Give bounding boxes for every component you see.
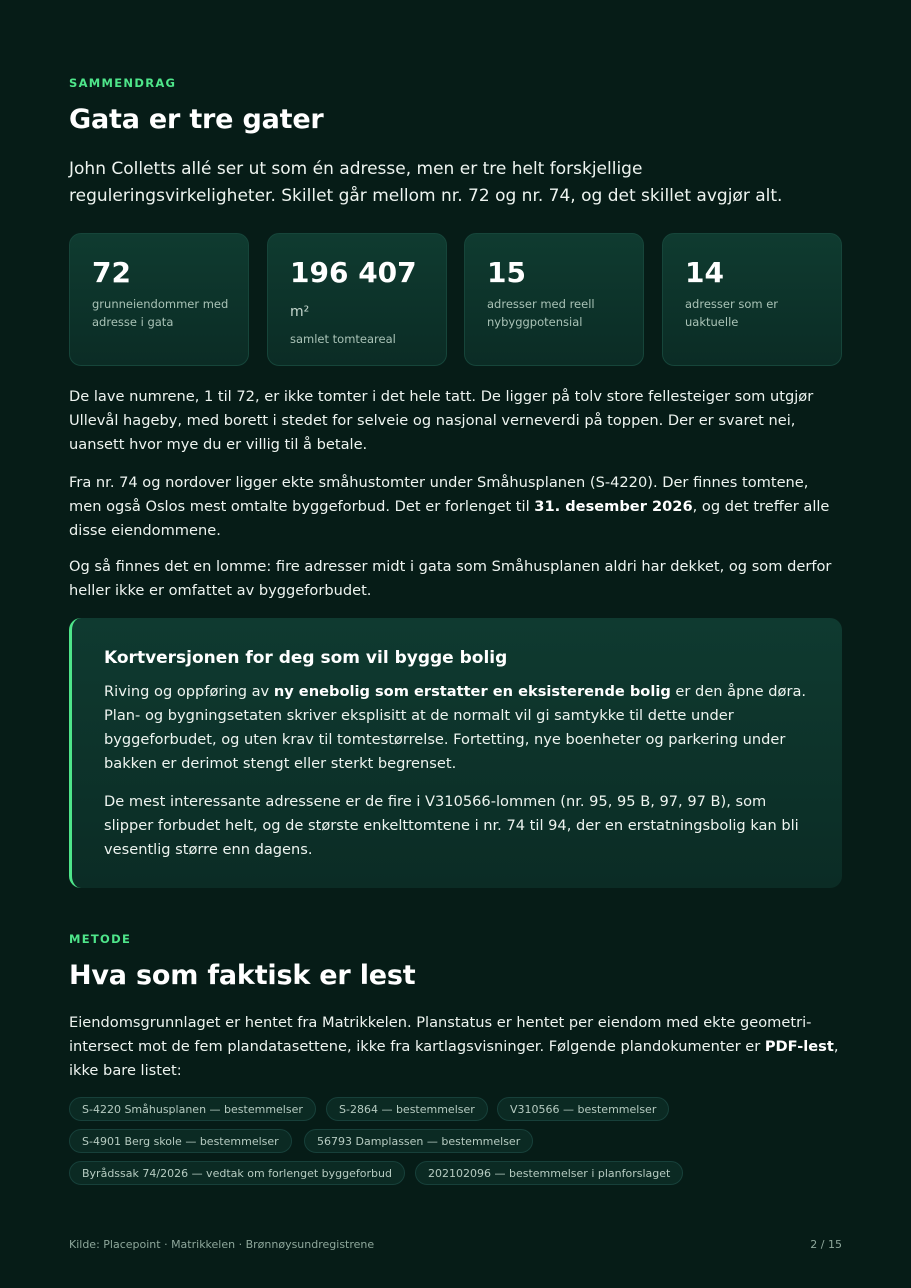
stat-label: adresser med reell nybyggpotensial [487,297,595,329]
stat-unit: m² [290,304,310,320]
summary-eyebrow: SAMMENDRAG [69,76,177,90]
text-span: er den åpne døra. Plan- og bygningsetaten skriver eksplisitt at de normalt vil gi samtykke til dette under byggeforbudet, og uten krav til tomtestørrelse. Fortetting, nye boenheter og parkering under bakken er derimot stengt eller sterkt begrenset. [104,683,807,772]
document-chip: 202102096 — bestemmelser i planforslaget [415,1161,683,1185]
text-span: Riving og oppføring av [104,683,274,700]
callout-paragraph-1 [104,680,819,776]
stat-label: grunneiendommer med adresse i gata [92,297,229,329]
page-number: 2 / 15 [810,1238,842,1251]
paragraph-north [69,471,844,543]
paragraph-low-numbers: De lave numrene, 1 til 72, er ikke tomter i det hele tatt. De ligger på tolv store fellesteiger som utgjør Ullevål hageby, med borett i stedet for selveie og nasjonal verneverdi på toppen. Der er svaret nei, uansett hvor mye du er villig til å betale. [69,388,814,453]
stat-card-properties [69,233,249,366]
callout-box [69,618,842,888]
summary-title: Gata er tre gater [69,104,324,135]
paragraph-pocket: Og så finnes det en lomme: fire adresser midt i gata som Småhusplanen aldri har dekket, og som derfor heller ikke er omfattet av byggeforbudet. [69,558,832,599]
method-eyebrow: METODE [69,932,132,946]
stat-value: 196 407 [290,256,417,289]
document-chip: V310566 — bestemmelser [497,1097,669,1121]
stat-card-area [267,233,447,366]
callout-paragraph-2: De mest interessante adressene er de fire i V310566-lommen (nr. 95, 95 B, 97, 97 B), som slipper forbudet helt, og de største enkelttomtene i nr. 74 til 94, der en erstatningsbolig kan bli vesentlig større enn dagens. [104,793,799,858]
text-span: Eiendomsgrunnlaget er hentet fra Matrikkelen. Planstatus er hentet per eiendom med ekte geometri-intersect mot de fem plandatasettene, ikke fra kartlagsvisninger. Følgende plandokumenter er [69,1014,812,1055]
document-chip: S-2864 — bestemmelser [326,1097,488,1121]
document-chip: Byrådssak 74/2026 — vedtak om forlenget byggeforbud [69,1161,405,1185]
document-chip: S-4220 Småhusplanen — bestemmelser [69,1097,316,1121]
method-emphasis: PDF-lest [764,1038,834,1055]
stat-card-irrelevant [662,233,842,366]
stats-row [69,233,844,368]
text-span: , ikke bare listet: [69,1038,839,1079]
summary-lead: John Colletts allé ser ut som én adresse, men er tre helt forskjellige reguleringsvirkeligheter. Skillet går mellom nr. 72 og nr. 74, og det skillet avgjør alt. [69,159,783,206]
footer-source: Kilde: Placepoint · Matrikkelen · Brønnøysundregistrene [69,1238,375,1251]
document-chip: 56793 Damplassen — bestemmelser [304,1129,533,1153]
stat-label: adresser som er uaktuelle [685,297,779,329]
method-body [69,1011,844,1083]
stat-card-potential [464,233,644,366]
deadline-date: 31. desember 2026 [534,498,693,515]
document-chip: S-4901 Berg skole — bestemmelser [69,1129,292,1153]
callout-title: Kortversjonen for deg som vil bygge bolig [104,648,508,668]
stat-value: 15 [487,256,526,289]
stat-label: samlet tomteareal [290,332,396,346]
stat-value: 14 [685,256,724,289]
method-title: Hva som faktisk er lest [69,960,416,991]
callout-emphasis: ny enebolig som erstatter en eksisterende bolig [273,683,671,700]
stat-value: 72 [92,256,131,289]
text-span: , og det treffer alle disse eiendommene. [69,498,830,539]
text-span: Fra nr. 74 og nordover ligger ekte småhustomter under Småhusplanen (S-4220). Der finnes tomtene, men også Oslos mest omtalte byggeforbud. Det er forlenget til [69,474,809,515]
